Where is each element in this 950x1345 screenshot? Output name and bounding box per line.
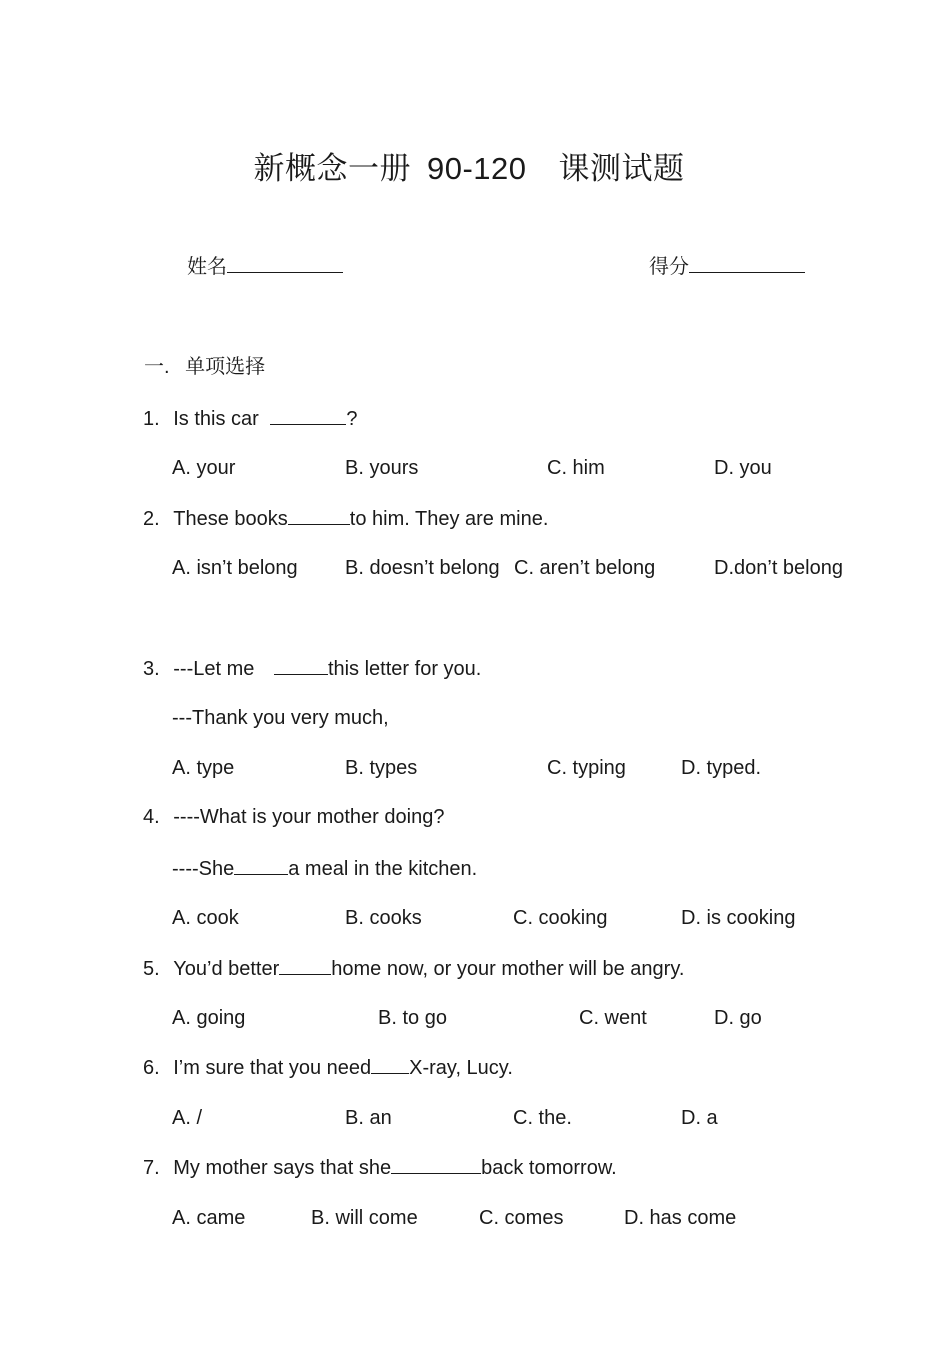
question-2 [143,506,548,531]
answer-blank [391,1155,481,1174]
answer-blank [270,406,346,425]
score-field [649,254,805,279]
question-text: ----What is your mother doing? [173,806,445,828]
question-line-2 [172,856,477,881]
option: D. is cooking [681,907,796,929]
question-text: ---Let me [173,658,255,680]
question-number: 7. [143,1157,160,1179]
option: D. go [714,1007,762,1029]
name-blank [227,254,343,273]
option: B. doesn’t belong [345,557,500,579]
answer-blank [371,1055,409,1074]
title-part-2: 90-120 [426,151,527,186]
answer-blank [234,856,288,875]
option: A. isn’t belong [172,557,298,579]
question-line-2: ---Thank you very much, [172,707,389,729]
question-5 [143,956,684,981]
question-number: 3. [143,658,160,680]
question-text: I’m sure that you need [173,1057,372,1079]
question-number: 2. [143,508,160,530]
name-label: 姓名 [187,256,227,278]
question-text-end: X-ray, Lucy. [409,1057,513,1079]
question-text-end: a meal in the kitchen. [288,858,478,880]
question-text-end: to him. They are mine. [349,508,549,530]
option: D. has come [624,1207,737,1229]
option: B. to go [378,1007,447,1029]
section-title: 单项选择 [185,356,266,378]
option: D. you [714,457,772,479]
score-label: 得分 [649,256,689,278]
page-title [0,143,938,188]
question-4 [143,805,444,829]
option: C. him [547,457,605,479]
option: B. types [345,757,418,779]
option: A. type [172,757,235,779]
answer-blank [279,956,331,975]
question-text: Is this car [173,408,259,430]
option: D.don’t belong [714,557,843,579]
question-text: My mother says that she [173,1157,392,1179]
question-number: 5. [143,958,160,980]
option: D. typed. [681,757,762,779]
question-3 [143,656,481,681]
question-7 [143,1155,617,1180]
option: D. a [681,1107,718,1129]
question-6 [143,1055,513,1080]
option: B. cooks [345,907,422,929]
question-text: These books [173,508,288,530]
option: B. an [345,1107,392,1129]
option: A. going [172,1007,246,1029]
option: A. cook [172,907,239,929]
question-number: 1. [143,408,160,430]
option: B. will come [311,1207,418,1229]
answer-blank [274,656,328,675]
question-text: You’d better [173,958,280,980]
option: A. / [172,1107,203,1129]
option: C. comes [479,1207,564,1229]
question-number: 4. [143,806,160,828]
section-number: 一. [144,356,170,378]
option: B. yours [345,457,419,479]
question-1 [143,406,358,431]
question-text-end: this letter for you. [327,658,482,680]
option: C. cooking [513,907,608,929]
option: C. went [579,1007,647,1029]
section-heading [144,355,265,379]
question-number: 6. [143,1057,160,1079]
question-text-end: back tomorrow. [481,1157,617,1179]
answer-blank [288,506,350,525]
option: C. typing [547,757,626,779]
score-blank [689,254,805,273]
option: C. aren’t belong [514,557,656,579]
title-part-1: 新概念一册 [253,151,411,186]
question-text-end: ? [346,408,358,430]
option: A. your [172,457,236,479]
option: C. the. [513,1107,572,1129]
question-text-end: home now, or your mother will be angry. [331,958,685,980]
question-text: ----She [172,858,235,880]
name-field [187,254,343,279]
title-part-3: 课测试题 [558,151,685,186]
option: A. came [172,1207,246,1229]
